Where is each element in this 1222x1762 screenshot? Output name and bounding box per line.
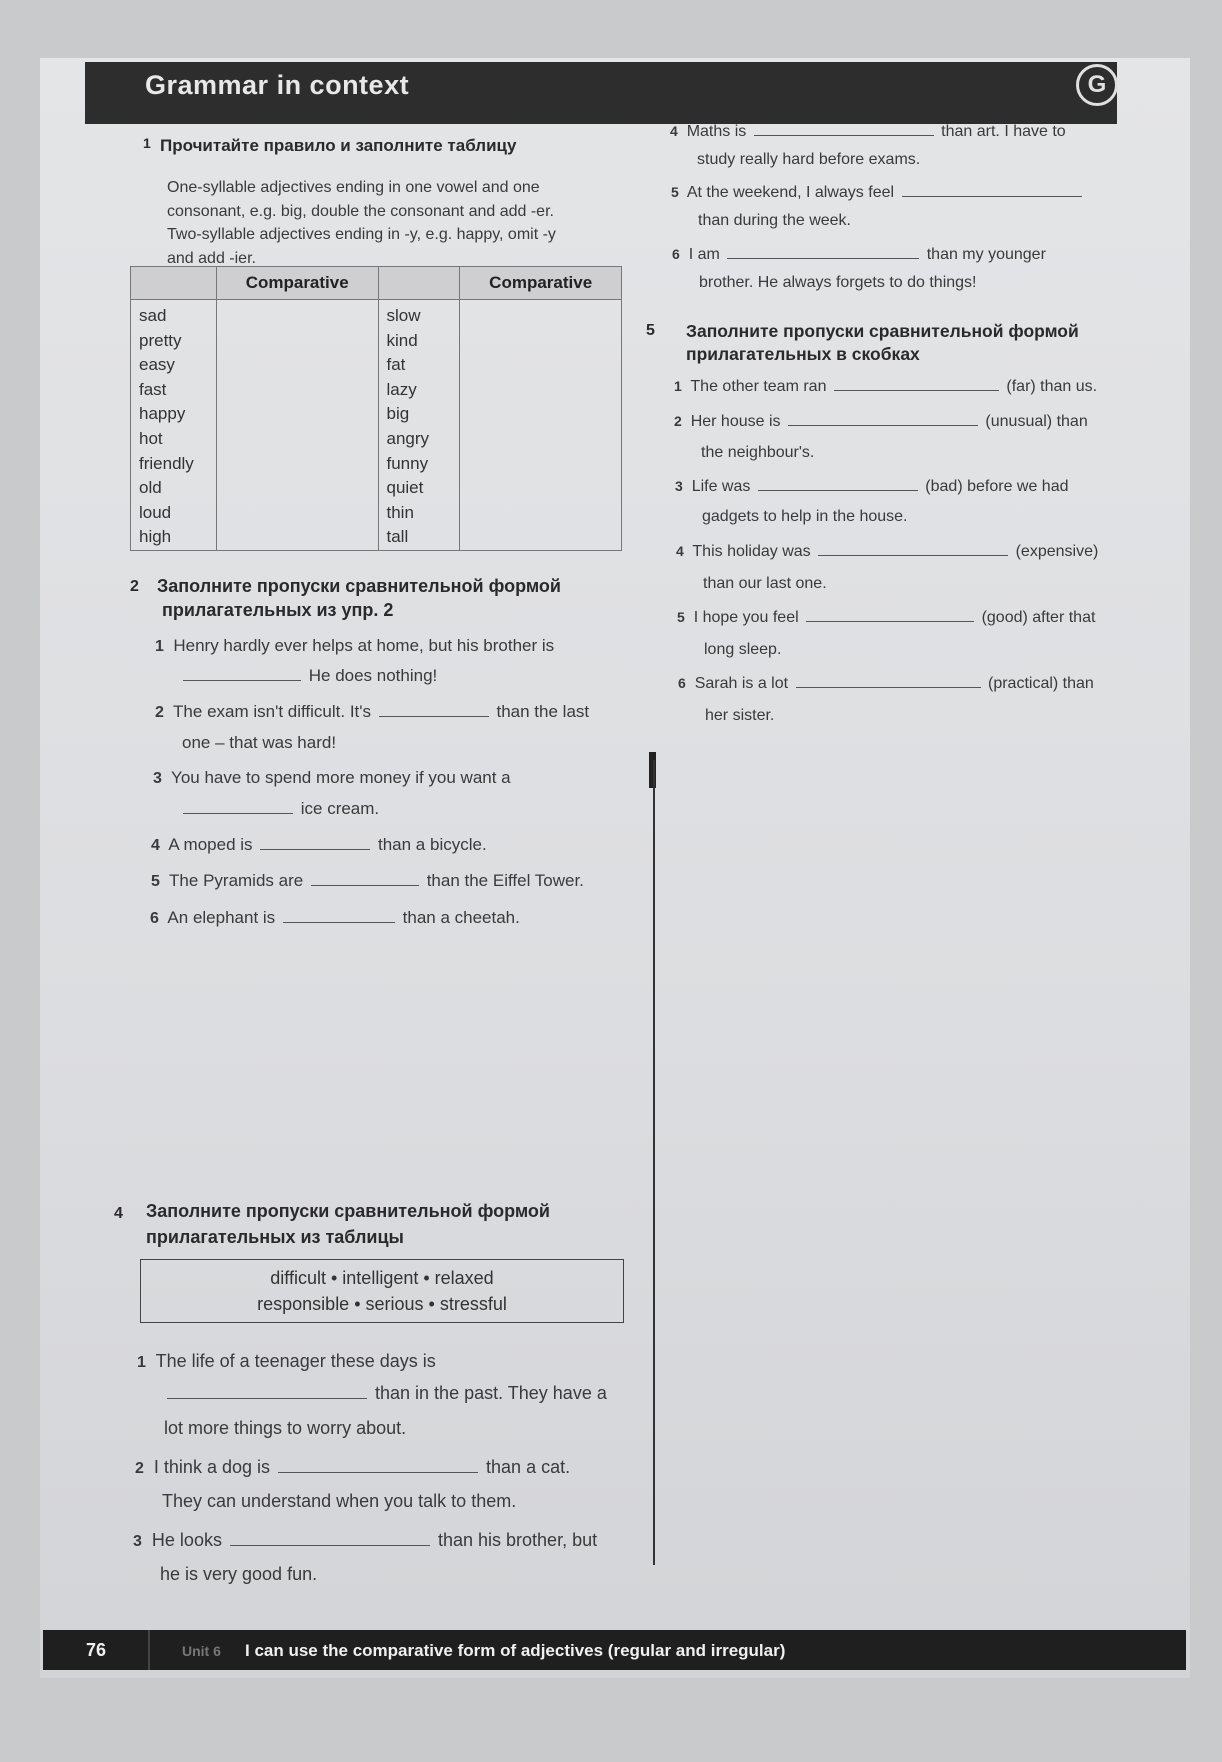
task4-item-3-cont: he is very good fun. <box>160 1564 318 1584</box>
item-text: Her house is <box>690 413 781 430</box>
task3-item-5-cont: than during the week. <box>698 212 851 229</box>
item-text: Henry hardly ever helps at home, but his brother is <box>173 636 555 655</box>
task5-title-line2: прилагательных в скобках <box>686 344 920 364</box>
item-number: 2 <box>155 704 164 721</box>
task2-title-line2: прилагательных из упр. 2 <box>162 600 394 620</box>
answer-blank[interactable] <box>754 134 934 136</box>
item-text: A moped is <box>168 835 253 854</box>
table-header-comparative-right: Comparative <box>460 267 622 300</box>
table-header-comparative-left: Comparative <box>216 267 378 300</box>
answer-blank[interactable] <box>796 686 981 688</box>
page-number: 76 <box>86 1640 107 1660</box>
item-number: 2 <box>135 1460 144 1477</box>
task3-item-5 <box>671 184 1085 202</box>
task1-number: 1 <box>143 135 151 151</box>
item-number: 2 <box>674 413 682 429</box>
task2-item-2-cont: one – that was hard! <box>182 733 337 752</box>
answer-blank[interactable] <box>311 884 419 886</box>
item-text: than a bicycle. <box>378 835 487 854</box>
item-number: 4 <box>676 543 684 559</box>
task5-item-4-cont: than our last one. <box>703 575 827 592</box>
item-text: An elephant is <box>167 908 276 927</box>
task5-item-5-cont: long sleep. <box>704 641 782 658</box>
item-text: He does nothing! <box>308 666 438 685</box>
adjective: thin <box>386 502 414 522</box>
item-text: than a cheetah. <box>402 908 520 927</box>
adjective: angry <box>386 428 430 448</box>
answer-blank[interactable] <box>283 921 395 923</box>
adjective: pretty <box>139 330 182 350</box>
item-text: ice cream. <box>300 799 380 818</box>
task5-number: 5 <box>646 322 655 339</box>
item-text: I am <box>688 246 720 263</box>
task4-item-1-cont <box>164 1383 607 1404</box>
item-text: This holiday was <box>692 543 811 560</box>
item-number: 6 <box>678 675 686 691</box>
task5-item-5 <box>677 609 1147 627</box>
task2-item-1-cont <box>180 666 437 686</box>
adjective: friendly <box>139 453 194 473</box>
rule-line: Two-syllable adjectives ending in -y, e.g. happy, omit -y <box>167 226 556 243</box>
task4-title-line1: Заполните пропуски сравнительной формой <box>146 1201 550 1221</box>
answer-blank[interactable] <box>167 1397 367 1399</box>
unit-label: Unit 6 <box>182 1643 221 1659</box>
task2-item-2 <box>155 702 589 722</box>
answer-blank[interactable] <box>806 620 974 622</box>
adjective: sad <box>139 306 167 325</box>
item-number: 4 <box>151 837 160 854</box>
comparative-answer-cell-left[interactable] <box>216 300 378 551</box>
item-number: 3 <box>675 478 683 494</box>
item-text: than my younger <box>926 246 1046 263</box>
item-text: At the weekend, I always feel <box>686 184 895 201</box>
item-text: You have to spend more money if you want a <box>171 768 511 787</box>
task4-title-line2: прилагательных из таблицы <box>146 1227 404 1247</box>
answer-blank[interactable] <box>183 812 293 814</box>
adjectives-table <box>130 266 622 551</box>
task2-item-6 <box>150 908 520 928</box>
item-number: 6 <box>150 910 159 927</box>
item-text: (good) after that <box>981 609 1096 626</box>
task2-number: 2 <box>130 578 139 595</box>
task2-title-line1: Заполните пропуски сравнительной формой <box>157 576 561 596</box>
grammar-badge-icon: G <box>1076 64 1118 106</box>
task4-item-2 <box>135 1457 570 1478</box>
item-text: I think a dog is <box>153 1457 270 1477</box>
task3-item-4 <box>670 123 1066 141</box>
task5-item-6 <box>678 675 1148 693</box>
task5-title-line1: Заполните пропуски сравнительной формой <box>686 321 1079 341</box>
task4-number: 4 <box>114 1205 123 1222</box>
item-text: (expensive) <box>1015 543 1099 560</box>
adjective: big <box>386 404 410 424</box>
answer-blank[interactable] <box>834 389 999 391</box>
item-text: than his brother, but <box>437 1530 598 1550</box>
item-text: (practical) than <box>987 675 1094 692</box>
task5-item-3-cont: gadgets to help in the house. <box>702 508 908 525</box>
task4-item-3 <box>133 1530 597 1551</box>
item-text: Maths is <box>686 123 747 140</box>
task2-item-5 <box>151 871 584 891</box>
task5-item-2-cont: the neighbour's. <box>701 444 815 461</box>
section-title: Grammar in context <box>145 70 410 100</box>
item-text: He looks <box>151 1530 222 1550</box>
task4-item-2-cont: They can understand when you talk to them. <box>162 1491 517 1511</box>
footer-objective: I can use the comparative form of adjectives (regular and irregular) <box>245 1641 786 1660</box>
item-text: than the last <box>496 702 590 721</box>
footer-separator <box>148 1630 150 1670</box>
task3-item-6-cont: brother. He always forgets to do things! <box>699 274 977 291</box>
item-number: 5 <box>151 873 160 890</box>
item-number: 4 <box>670 123 678 139</box>
table-header-word-right <box>378 267 460 300</box>
task1-rule <box>167 176 637 270</box>
adjective: quiet <box>386 478 424 498</box>
answer-blank[interactable] <box>260 848 370 850</box>
item-number: 5 <box>677 609 685 625</box>
word-box-line: responsible • serious • stressful <box>257 1294 507 1314</box>
right-word-list <box>378 300 460 551</box>
item-text: (bad) before we had <box>925 478 1069 495</box>
adjective: slow <box>386 306 421 325</box>
task4-item-1 <box>137 1351 436 1372</box>
item-text: Sarah is a lot <box>694 675 789 692</box>
adjective: happy <box>139 404 186 424</box>
item-text: I hope you feel <box>693 609 799 626</box>
item-text: (far) than us. <box>1006 378 1098 395</box>
task3-item-6 <box>672 246 1046 264</box>
adjective: hot <box>139 428 163 448</box>
answer-blank[interactable] <box>278 1471 478 1473</box>
item-number: 1 <box>674 378 682 394</box>
item-text: than art. I have to <box>941 123 1066 140</box>
rule-line: One-syllable adjectives ending in one vowel and one <box>167 179 540 196</box>
item-text: The Pyramids are <box>169 871 304 890</box>
column-divider <box>653 760 655 1565</box>
task5-item-4 <box>676 543 1146 561</box>
item-text: than a cat. <box>486 1457 571 1477</box>
adjective: fat <box>386 355 406 375</box>
adjective: loud <box>139 502 172 522</box>
task3-item-4-cont: study really hard before exams. <box>697 151 921 168</box>
word-box-line: difficult • intelligent • relaxed <box>270 1268 494 1288</box>
item-number: 1 <box>137 1354 146 1371</box>
adjective: easy <box>139 355 175 375</box>
answer-blank[interactable] <box>379 715 489 717</box>
item-number: 3 <box>153 770 162 787</box>
adjective: high <box>139 527 172 547</box>
item-text: than the Eiffel Tower. <box>426 871 584 890</box>
task5-item-3 <box>675 478 1135 496</box>
word-box <box>140 1259 624 1323</box>
rule-line: consonant, e.g. big, double the consonant and add -er. <box>167 202 554 220</box>
task2-item-1 <box>155 636 554 656</box>
left-word-list <box>131 300 217 551</box>
item-text: The other team ran <box>690 378 827 395</box>
comparative-answer-cell-right[interactable] <box>460 300 622 551</box>
table-header-word-left <box>131 267 217 300</box>
item-number: 1 <box>155 638 164 655</box>
adjective: old <box>139 478 162 498</box>
answer-blank[interactable] <box>727 257 919 259</box>
adjective: lazy <box>386 379 417 399</box>
item-number: 3 <box>133 1533 142 1550</box>
task2-item-3-cont <box>180 799 379 819</box>
task2-item-4 <box>151 835 487 855</box>
item-text: (unusual) than <box>985 413 1088 430</box>
answer-blank[interactable] <box>902 195 1082 197</box>
answer-blank[interactable] <box>183 679 301 681</box>
answer-blank[interactable] <box>758 489 918 491</box>
task5-item-1 <box>674 378 1134 396</box>
adjective: fast <box>139 379 167 399</box>
task5-item-6-cont: her sister. <box>705 707 775 724</box>
item-text: Life was <box>691 478 751 495</box>
item-number: 6 <box>672 246 680 262</box>
answer-blank[interactable] <box>788 424 978 426</box>
adjective: kind <box>386 330 418 350</box>
item-text: The exam isn't difficult. It's <box>173 702 372 721</box>
task2-item-3 <box>153 768 511 788</box>
rule-line: and add -ier. <box>167 249 256 267</box>
answer-blank[interactable] <box>230 1544 430 1546</box>
item-number: 5 <box>671 184 679 200</box>
item-text: The life of a teenager these days is <box>155 1351 436 1371</box>
item-text: than in the past. They have a <box>375 1383 607 1403</box>
answer-blank[interactable] <box>818 554 1008 556</box>
task5-item-2 <box>674 413 1134 431</box>
adjective: tall <box>386 527 409 547</box>
adjective: funny <box>386 453 429 473</box>
task4-item-1-cont2: lot more things to worry about. <box>164 1418 407 1438</box>
task1-title: Прочитайте правило и заполните таблицу <box>160 136 517 155</box>
